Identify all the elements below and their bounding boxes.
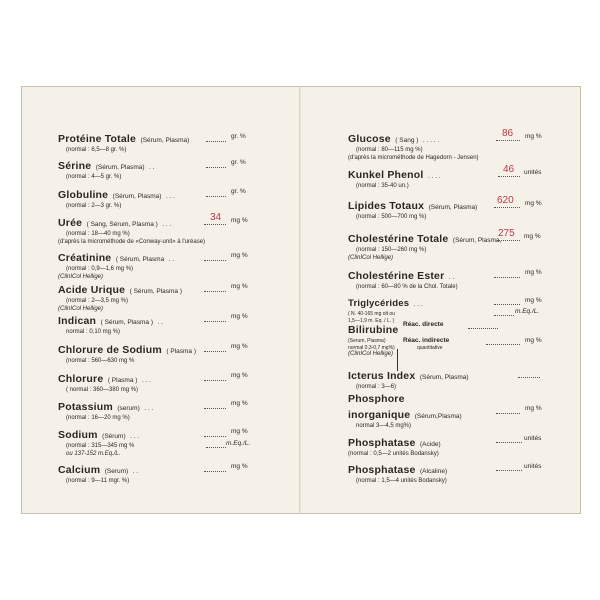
entry-unit: mg % xyxy=(231,252,248,259)
entry-unit: mg % xyxy=(231,372,248,379)
entry-method-note: (ClinICol Hellige) xyxy=(348,254,394,261)
entry-name: Cholestérine Ester xyxy=(348,270,445,282)
entry-dots: . . xyxy=(448,274,455,281)
entry-proteine-totale xyxy=(58,129,189,155)
entry-normal-range: (normal : 1,5—4 unités Bodansky) xyxy=(356,478,447,484)
result-line xyxy=(496,140,520,141)
entry-normal-range: (normal : 2—3 gr. %) xyxy=(66,203,122,209)
entry-unit: unités xyxy=(524,435,542,442)
entry-name: Sodium xyxy=(58,429,98,441)
entry-method-note: (d'après la microméthode de «Conway-unit» à l'uréase) xyxy=(58,238,206,245)
entry-name: Bilirubine xyxy=(348,324,399,336)
entry-dots: . . . xyxy=(144,405,154,412)
entry-name: Triglycérides xyxy=(348,298,410,309)
entry-dots: . . . xyxy=(413,301,423,308)
result-line xyxy=(494,304,520,305)
result-line xyxy=(204,224,226,225)
result-line-meq xyxy=(494,315,514,316)
entry-calcium xyxy=(58,460,138,486)
entry-unit: unités xyxy=(524,463,542,470)
entry-lipides-totaux xyxy=(348,196,477,222)
entry-name: Glucose xyxy=(348,133,391,145)
entry-qualifier: ( Sérum, Plasma ) xyxy=(129,288,182,295)
page-fold xyxy=(299,86,301,514)
entry-qualifier: (Alcaline) xyxy=(420,468,448,475)
entry-phosphatase-acide xyxy=(348,433,441,459)
entry-unit-meq: m.Eq./L. xyxy=(515,308,540,315)
entry-cholesterine-totale xyxy=(348,229,501,262)
entry-name: Cholestérine Totale xyxy=(348,233,449,245)
entry-normal-range: (normal : 9—11 mgr. %) xyxy=(66,478,130,484)
entry-dots: . . . . . xyxy=(422,137,440,144)
entry-cholesterine-ester xyxy=(348,266,458,292)
result-line xyxy=(496,442,522,443)
entry-dots: . . . xyxy=(162,221,172,228)
entry-name: Sérine xyxy=(58,160,92,172)
result-line xyxy=(204,436,226,437)
entry-dots: . . xyxy=(132,468,139,475)
entry-normal-range: (normal : 2—3,5 mg %) xyxy=(66,298,129,304)
entry-normal-range: normal : 0,10 mg %) xyxy=(66,329,121,335)
entry-qualifier: ( Plasma ) xyxy=(166,348,197,355)
result-line xyxy=(204,351,226,352)
entry-normal-range-meq: 1,5—1,9 m. Eq. / L. ) xyxy=(348,317,395,324)
entry-qualifier: ( Sérum, Plasma ) xyxy=(100,319,153,326)
entry-qualifier: ( Sang ) xyxy=(395,137,419,144)
entry-qualifier: (Sérum, Plasma) xyxy=(95,164,145,171)
result-line xyxy=(204,408,226,409)
entry-unit: mg % xyxy=(231,400,248,407)
entry-glucose xyxy=(348,129,479,162)
entry-name: Icterus Index xyxy=(348,370,416,382)
entry-chlorure xyxy=(58,369,151,395)
entry-method-note: (ClinICol Hellige) xyxy=(58,305,104,312)
entry-sodium xyxy=(58,425,139,458)
entry-dots: . . xyxy=(148,164,155,171)
entry-normal-range: (normal : 150—260 mg %) xyxy=(356,247,427,253)
entry-normal-range-meq: ou 137-152 m.Eq./L. xyxy=(66,450,121,457)
entry-qualifier: (Sérum, Plasma) xyxy=(112,193,162,200)
result-line xyxy=(206,141,226,142)
entry-unit: mg % xyxy=(231,428,248,435)
entry-normal-range: ( normal : 360—380 mg %) xyxy=(66,387,139,393)
entry-unit: mg % xyxy=(525,405,542,412)
entry-qualifier: (Sérum,Plasma) xyxy=(414,413,462,420)
entry-normal-range: ( N. 40-165 mg olt ou xyxy=(348,311,395,317)
result-line xyxy=(518,377,540,378)
entry-dots: . . . . xyxy=(427,173,441,180)
entry-phosphatase-alcaline xyxy=(348,460,447,486)
entry-normal-range: (normal : 6,5—8 gr. %) xyxy=(66,147,127,153)
entry-name: Chlorure xyxy=(58,373,104,385)
entry-dots: . . . xyxy=(165,193,175,200)
entry-normal-range: (normal : 80—115 mg %) xyxy=(356,147,423,153)
entry-indican xyxy=(58,311,163,337)
entry-unit: mg % xyxy=(525,337,542,344)
entry-unit: mg % xyxy=(525,200,542,207)
entry-normal-range: (normal : 0,9—1,6 mg %) xyxy=(66,266,134,272)
entry-globuline xyxy=(58,185,175,211)
entry-name: Acide Urique xyxy=(58,284,126,296)
entry-name: Indican xyxy=(58,315,97,327)
entry-name: Urée xyxy=(58,217,83,229)
result-line-indirecte xyxy=(486,344,520,345)
entry-chlorure-de-sodium xyxy=(58,340,196,366)
entry-normal-range: (normal : 16—20 mg %) xyxy=(66,415,130,421)
result-line xyxy=(204,380,226,381)
entry-icterus-index xyxy=(348,366,469,392)
entry-unit: gr. % xyxy=(231,133,246,140)
entry-dots: . . xyxy=(157,319,163,326)
entry-method-note: (ClinICol Hellige) xyxy=(348,351,394,357)
entry-phosphore-inorganique xyxy=(348,393,462,431)
entry-unit: mg % xyxy=(231,463,248,470)
entry-name: Potassium xyxy=(58,401,113,413)
entry-qualifier: ( Sang, Sérum, Plasma ) xyxy=(86,221,158,228)
entry-qualifier: (Serum, Plasma) xyxy=(348,338,386,344)
entry-method-note: (d'après la microméthode de Hagedorn - Jensen) xyxy=(348,154,479,161)
result-line xyxy=(497,240,520,241)
entry-unit-meq: m.Eq./L. xyxy=(226,440,251,447)
entry-method-note: (ClinICol Hellige) xyxy=(58,273,104,280)
entry-normal-range: normal 0,3-0,7 mg%) xyxy=(348,344,395,351)
entry-unit: unités xyxy=(524,169,542,176)
entry-qualifier: (serum) xyxy=(117,405,140,412)
entry-unit: mg % xyxy=(524,233,541,240)
entry-unit: mg % xyxy=(525,269,542,276)
entry-name: Lipides Totaux xyxy=(348,200,425,212)
result-line xyxy=(494,277,520,278)
entry-name: Globuline xyxy=(58,189,109,201)
entry-name: Calcium xyxy=(58,464,101,476)
entry-qualifier: (Sérum, Plasma) xyxy=(140,137,190,144)
handwritten-value-kunkel: 46 xyxy=(503,164,515,175)
result-line-meq xyxy=(206,447,226,448)
entry-bilirubine xyxy=(348,320,398,359)
entry-normal-range: (normal : 60—80 % de la Chol. Totale) xyxy=(356,284,458,290)
result-line xyxy=(494,207,520,208)
result-line xyxy=(204,321,226,322)
entry-qualifier: ( Plasma ) xyxy=(107,377,138,384)
entry-normal-range: (normal : 500—700 mg %) xyxy=(356,214,427,220)
result-line-directe xyxy=(468,328,498,329)
result-line xyxy=(206,196,226,197)
entry-dots: . . xyxy=(168,256,175,263)
handwritten-value-cholesterine: 275 xyxy=(498,228,515,239)
entry-uree xyxy=(58,213,205,246)
result-line xyxy=(498,176,520,177)
entry-unit: gr. % xyxy=(231,188,246,195)
entry-name: Protéine Totale xyxy=(58,133,137,145)
entry-name: Phosphatase xyxy=(348,437,416,449)
entry-qualifier: ( Sérum, Plasma xyxy=(115,256,165,263)
entry-unit: mg % xyxy=(231,343,248,350)
reac-indirecte-quantitative: quantitative xyxy=(417,345,443,351)
entry-normal-range: normal 3—4,5 mg%) xyxy=(356,423,412,429)
entry-name: Créatinine xyxy=(58,252,112,264)
entry-normal-range: (normal : 3—6) xyxy=(356,384,397,390)
entry-normal-range: (normal : 315—345 mg % xyxy=(66,443,135,449)
reac-directe-label: Réac. directe xyxy=(403,321,444,328)
entry-unit: gr. % xyxy=(231,159,246,166)
result-line xyxy=(204,291,226,292)
entry-kunkel-phenol xyxy=(348,165,441,191)
result-line xyxy=(496,470,522,471)
result-line xyxy=(204,260,226,261)
entry-dots: . . . xyxy=(141,377,151,384)
handwritten-value-glucose: 86 xyxy=(502,128,514,139)
entry-qualifier: (Serum) xyxy=(104,468,129,475)
entry-unit: mg % xyxy=(231,283,248,290)
entry-name: Phosphore xyxy=(348,393,405,405)
entry-normal-range: (normal : 18—40 mg %) xyxy=(66,231,130,237)
entry-name: Phosphatase xyxy=(348,464,416,476)
entry-qualifier: (Sérum) xyxy=(102,433,126,440)
reac-indirecte-label: Réac. indirecte xyxy=(403,337,450,344)
result-line xyxy=(204,471,226,472)
entry-qualifier: (Sérum, Plasma, xyxy=(452,237,502,244)
entry-name-line2: inorganique xyxy=(348,409,411,421)
entry-name: Chlorure de Sodium xyxy=(58,344,162,356)
entry-unit: mg % xyxy=(525,133,542,140)
handwritten-value-uree: 34 xyxy=(210,212,222,223)
entry-qualifier: (Acide) xyxy=(420,441,441,448)
handwritten-value-lipides: 620 xyxy=(497,195,514,206)
entry-normal-range: (normal : 0,5—2 unités Bodansky) xyxy=(348,451,439,457)
entry-unit: mg % xyxy=(231,313,248,320)
entry-normal-range: (normal : 560—630 mg % xyxy=(66,358,135,364)
entry-qualifier: (Sérum, Plasma) xyxy=(428,204,478,211)
result-line xyxy=(496,413,520,414)
entry-potassium xyxy=(58,397,153,423)
entry-qualifier: (Sérum, Plasma) xyxy=(419,374,469,381)
entry-serine xyxy=(58,156,154,182)
entry-normal-range: (normal : 35-40 un.) xyxy=(356,183,409,189)
entry-unit: mg % xyxy=(525,297,542,304)
entry-dots: . . . xyxy=(130,433,140,440)
entry-unit: mg % xyxy=(231,217,248,224)
result-line xyxy=(206,167,226,168)
entry-creatinine xyxy=(58,248,174,281)
entry-acide-urique xyxy=(58,280,182,313)
entry-name: Kunkel Phenol xyxy=(348,169,424,181)
entry-normal-range: (normal : 4—5 gr. %) xyxy=(66,174,122,180)
